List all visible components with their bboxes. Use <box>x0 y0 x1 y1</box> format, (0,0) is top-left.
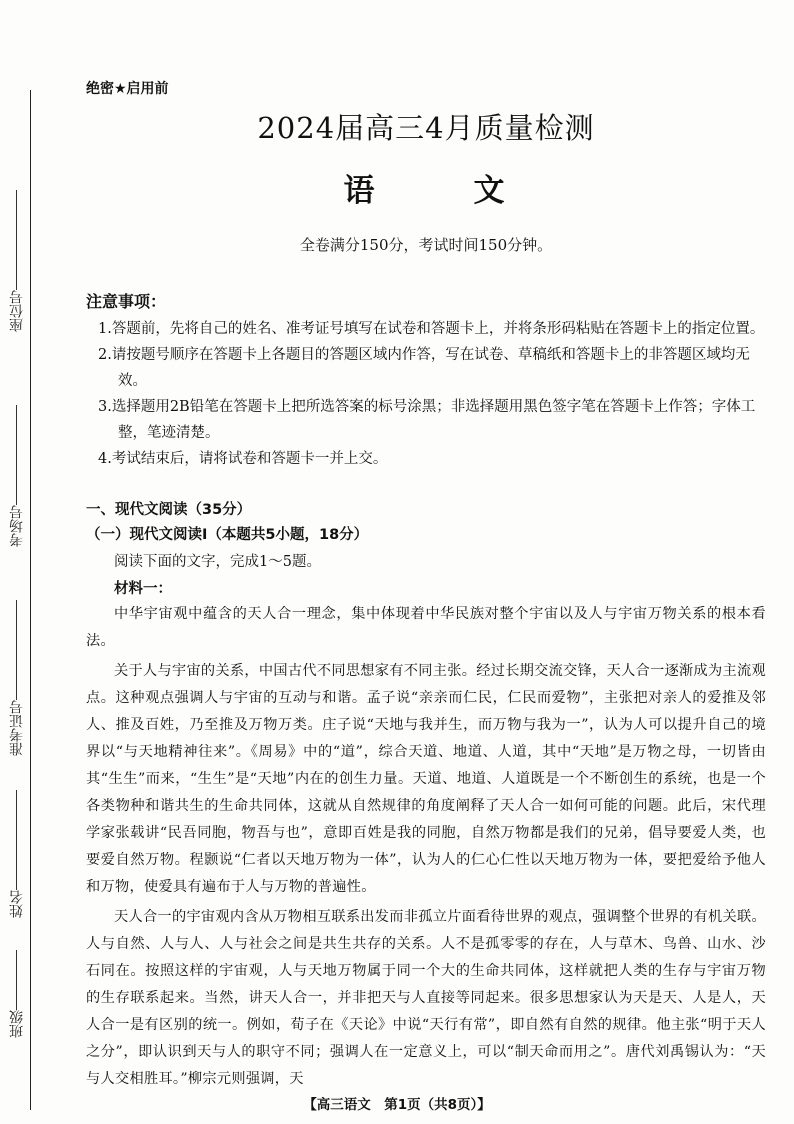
binding-margin <box>0 0 60 1124</box>
exam-room-field <box>4 405 30 547</box>
class-label: 班级 <box>9 1010 25 1038</box>
passage-paragraph: 天人合一的宇宙观内含从万物相互联系出发而非孤立片面看待世界的观点，强调整个世界的有机关联。人与自然、人与人、人与社会之间是共生共存的关系。人不是孤零零的存在，人与草木、鸟兽、山水、沙石同在。按照这样的宇宙观，人与天地万物属于同一个大的生命共同体，这样就把人类的生存与宇宙万物的生存联系起来。当然，讲天人合一，并非把天与人直接等同起来。很多思想家认为天是天、人是人，天人合一是有区别的统一。例如，荀子在《天论》中说“天行有常”，即自然有自然的规律。他主张“明于天人之分”，即认识到天与人的职守不同；强调人在一定意义上，可以“制天命而用之”。唐代刘禹锡认为：“天与人交相胜耳。”柳宗元则强调，天 <box>86 909 766 1087</box>
notice-list <box>86 316 766 472</box>
class-field <box>4 950 30 1038</box>
notice-item: 3.选择题用2B铅笔在答题卡上把所选答案的标号涂黑；非选择题用黑色签字笔在答题卡上作答；字体工整，笔迹清楚。 <box>98 399 756 441</box>
subsection-title: （一）现代文阅读Ⅰ（本题共5小题，18分） <box>86 527 369 543</box>
section-title: 一、现代文阅读（35分） <box>86 502 252 518</box>
notice-item: 4.考试结束后，请将试卷和答题卡一并上交。 <box>98 451 388 467</box>
exam-title: 2024届高三4月质量检测 <box>257 111 595 145</box>
secret-mark: 绝密★启用前 <box>86 81 169 97</box>
score-line: 全卷满分150分，考试时间150分钟。 <box>299 236 553 254</box>
notice-item: 2.请按题号顺序在答题卡上各题目的答题区域内作答，写在试卷、草稿纸和答题卡上的非答题区域均无效。 <box>98 347 750 389</box>
name-field <box>4 790 30 918</box>
material-label: 材料一： <box>114 581 172 597</box>
notice-heading: 注意事项： <box>86 292 167 311</box>
subject-title: 语 文 <box>343 173 539 209</box>
page-footer: 【高三语文 第1页（共8页）】 <box>303 1097 491 1113</box>
passage-paragraph: 关于人与宇宙的关系，中国古代不同思想家有不同主张。经过长期交流交锋，天人合一逐渐成为主流观点。这种观点强调人与宇宙的互动与和谐。孟子说“亲亲而仁民，仁民而爱物”，主张把对亲人的爱推及邻人、推及百姓，乃至推及万物万类。庄子说“天地与我并生，而万物与我为一”，认为人可以提升自己的境界以“与天地精神往来”。《周易》中的“道”，综合天道、地道、人道，其中“天地”是万物之母，一切皆由其“生生”而来，“生生”是“天地”内在的创生力量。天道、地道、人道既是一个不断创生的系统，也是一个各类物种和谐共生的生命共同体，这就从自然规律的角度阐释了天人合一如何可能的问题。此后，宋代理学家张载讲“民吾同胞，物吾与也”，意即百姓是我的同胞，自然万物都是我们的兄弟，倡导要爱人类，也要爱自然万物。程颢说“仁者以天地万物为一体”，认为人的仁心仁性以天地万物为一体，要把爱给予他人和万物，使爱具有遍布于人与万物的普遍性。 <box>86 663 766 895</box>
seat-number-label: 座位号 <box>9 290 25 332</box>
exam-page <box>86 78 766 1093</box>
binding-cut-line <box>30 90 31 1110</box>
instruction: 阅读下面的文字，完成1～5题。 <box>114 554 321 570</box>
exam-room-label: 考场号 <box>9 505 25 547</box>
passage-paragraph: 中华宇宙观中蕴含的天人合一理念，集中体现着中华民族对整个宇宙以及人与宇宙万物关系的根本看法。 <box>86 606 766 649</box>
notice-item: 1.答题前，先将自己的姓名、准考证号填写在试卷和答题卡上，并将条形码粘贴在答题卡上的指定位置。 <box>98 321 765 337</box>
exam-id-field <box>4 600 30 756</box>
name-label: 姓名 <box>9 890 25 918</box>
seat-number-field <box>4 190 30 332</box>
exam-id-label: 准考证号 <box>9 700 25 756</box>
